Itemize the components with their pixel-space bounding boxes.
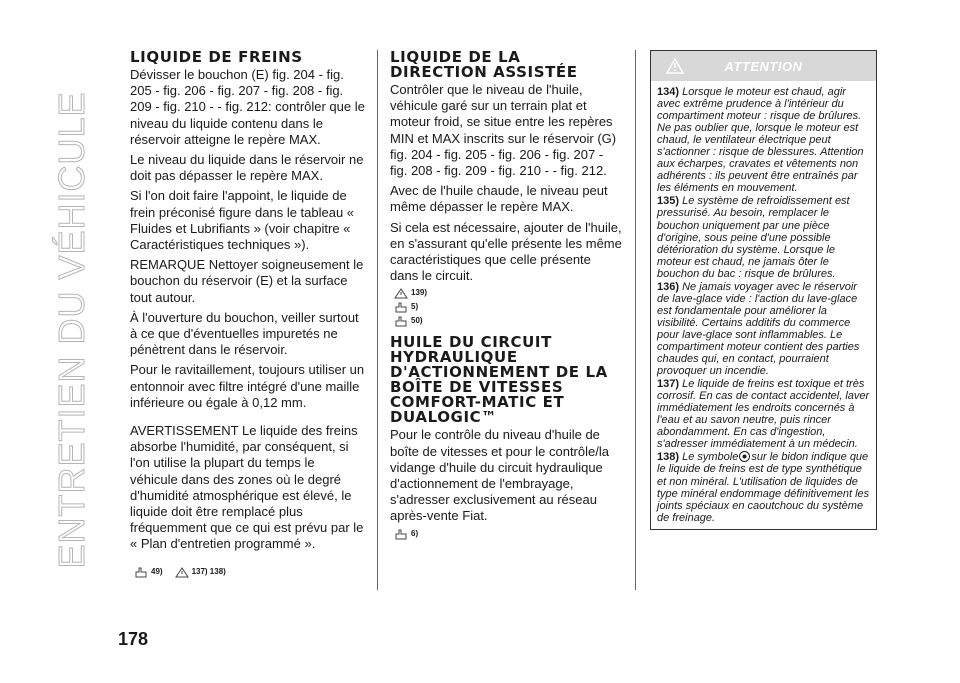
warning-number: 138) (657, 451, 680, 464)
reference-number: 49) (151, 566, 163, 576)
page-number: 178 (118, 629, 149, 649)
warning-number: 134) (657, 86, 680, 98)
reference-number: 6) (411, 528, 419, 538)
warning-text: Le symbole (682, 451, 739, 464)
reference-mark (394, 529, 622, 540)
column-separator (635, 50, 636, 590)
hand-pointer-icon (394, 529, 408, 540)
reference-mark (394, 316, 622, 327)
warning-text: Ne jamais voyager avec le réservoir de lave-glace vide : l'action du lave-glace est fondamentale pour améliorer la visibilité. Certains additifs du commerce pour lave-glace sont inflammables. Le compartiment moteur contient des parties chaudes qui, en contact, pourraient provoquer un incendie. (657, 280, 860, 378)
reference-number: 50) (411, 316, 423, 326)
brake-fluid-symbol-icon (739, 451, 750, 462)
reference-marks (134, 567, 365, 578)
column-power-steering (390, 50, 622, 543)
paragraph: Le niveau du liquide dans le réservoir ne doit pas dépasser le repère MAX. (130, 152, 364, 184)
attention-box (650, 50, 877, 530)
paragraph: AVERTISSEMENT Le liquide des freins absorbe l'humidité, par conséquent, si l'on utilise la plupart du temps le véhicule dans des zones où le degré d'humidité atmosphérique est élevé, le liquide doit être remplacé plus fréquemment que ce qui est prévu par le « Plan d'entretien programmé ». (130, 423, 364, 552)
paragraph: Pour le ravitaillement, toujours utiliser un entonnoir avec filtre intégré d'une maille inférieure ou égale à 0,12 mm. (130, 362, 365, 410)
paragraph: Si l'on doit faire l'appoint, le liquide de frein préconisé figure dans le tableau « Fluides et Lubrifiants » (voir chapitre « Caractéristiques techniques »). (130, 188, 355, 253)
reference-number: 139) (411, 288, 428, 298)
paragraph: Contrôler que le niveau de l'huile, véhicule garé sur un terrain plat et moteur froid, se situe entre les repères MIN et MAX inscrits sur le réservoir (G) fig. 204 - fig. 205 - fig. 206 - fig. 207 - fig. 208 - fig. 209 - fig. 210 - - fig. 212. (390, 82, 617, 179)
paragraph: Dévisser le bouchon (E) fig. 204 - fig. 205 - fig. 206 - fig. 207 - fig. 208 - fig. 209 - fig. 210 - - fig. 212: contrôler que le niveau du liquide contenu dans le réservoir atteigne le repère MAX. (130, 67, 365, 147)
warning-number: 136) (657, 280, 680, 293)
warning-text: sur le bidon indique que le liquide de freins est de type synthétique et non minéral. L'utilisation de liquides de type minéral endommage définitivement les joints spéciaux en caoutchouc du système de freinage. (657, 451, 870, 524)
paragraph: Si cela est nécessaire, ajouter de l'huile, en s'assurant qu'elle présente les même caractéristiques que celle présente dans le circuit. (390, 219, 622, 284)
warning-triangle-icon (666, 58, 684, 74)
column-brake-fluid (130, 50, 365, 578)
warning-text: Le liquide de freins est toxique et très corrosif. En cas de contact accidentel, laver immédiatement les endroits concernés à l'eau et au savon neutre, puis rincer abondamment. En cas d'ingestion, s'adresser immédiatement à un médecin. (657, 378, 870, 451)
warning-text: Le système de refroidissement est pressurisé. Au besoin, remplacer le bouchon uniquement par une pièce d'origine, sous peine d'une possible détérioration du système. Lorsque le moteur est chaud, ne jamais ôter le bouchon du bac : risque de brûlures. (657, 195, 850, 280)
reference-number: 137) 138) (191, 566, 226, 576)
chapter-title: ENTRETIEN DU VÉHICULE (51, 91, 92, 569)
warning-item (657, 281, 870, 377)
hand-pointer-icon (394, 316, 408, 327)
warning-item (657, 451, 870, 523)
warning-item (657, 378, 870, 450)
reference-mark (394, 302, 622, 313)
warning-item (657, 195, 870, 279)
warning-text: Lorsque le moteur est chaud, agir avec extrême prudence à l'intérieur du compartiment moteur : risque de brûlures. Ne pas oublier que, lorsque le moteur est chaud, le ventilateur électrique peut s'actionner : risque de blessures. Attention aux écharpes, cravates et vêtements non adhérents : ils peuvent être entraînés par les éléments en mouvement. (657, 86, 864, 195)
warning-icon (175, 567, 189, 578)
section-heading: LIQUIDE DE LA DIRECTION ASSISTÉE (390, 48, 578, 81)
attention-header (651, 51, 876, 81)
section-heading: LIQUIDE DE FREINS (130, 48, 303, 66)
paragraph: Avec de l'huile chaude, le niveau peut même dépasser le repère MAX. (390, 183, 608, 215)
column-separator (377, 50, 378, 590)
attention-title: ATTENTION (724, 58, 803, 74)
paragraph: REMARQUE Nettoyer soigneusement le bouchon du réservoir (E) et la surface tout autour. (130, 257, 364, 305)
hand-pointer-icon (134, 567, 148, 578)
section-heading: HUILE DU CIRCUIT HYDRAULIQUE D'ACTIONNEMENT DE LA BOÎTE DE VITESSES COMFORT-MATIC ET DUALOGIC™ (390, 333, 608, 427)
attention-body (651, 81, 876, 529)
warning-number: 137) (657, 378, 680, 391)
paragraph: Pour le contrôle du niveau d'huile de boîte de vitesses et pour le contrôle/la vidange d'huile du circuit hydraulique d'actionnement de l'embrayage, s'adresser exclusivement au réseau après-vente Fiat. (390, 427, 609, 524)
warning-icon (394, 288, 408, 299)
warning-number: 135) (657, 195, 680, 208)
hand-pointer-icon (394, 302, 408, 313)
reference-mark (175, 567, 226, 578)
reference-mark (394, 288, 622, 299)
reference-number: 5) (411, 302, 419, 312)
reference-mark (134, 567, 163, 578)
paragraph: À l'ouverture du bouchon, veiller surtout à ce que d'éventuelles impuretés ne pénètrent dans le réservoir. (130, 309, 359, 358)
warning-item (657, 86, 870, 194)
